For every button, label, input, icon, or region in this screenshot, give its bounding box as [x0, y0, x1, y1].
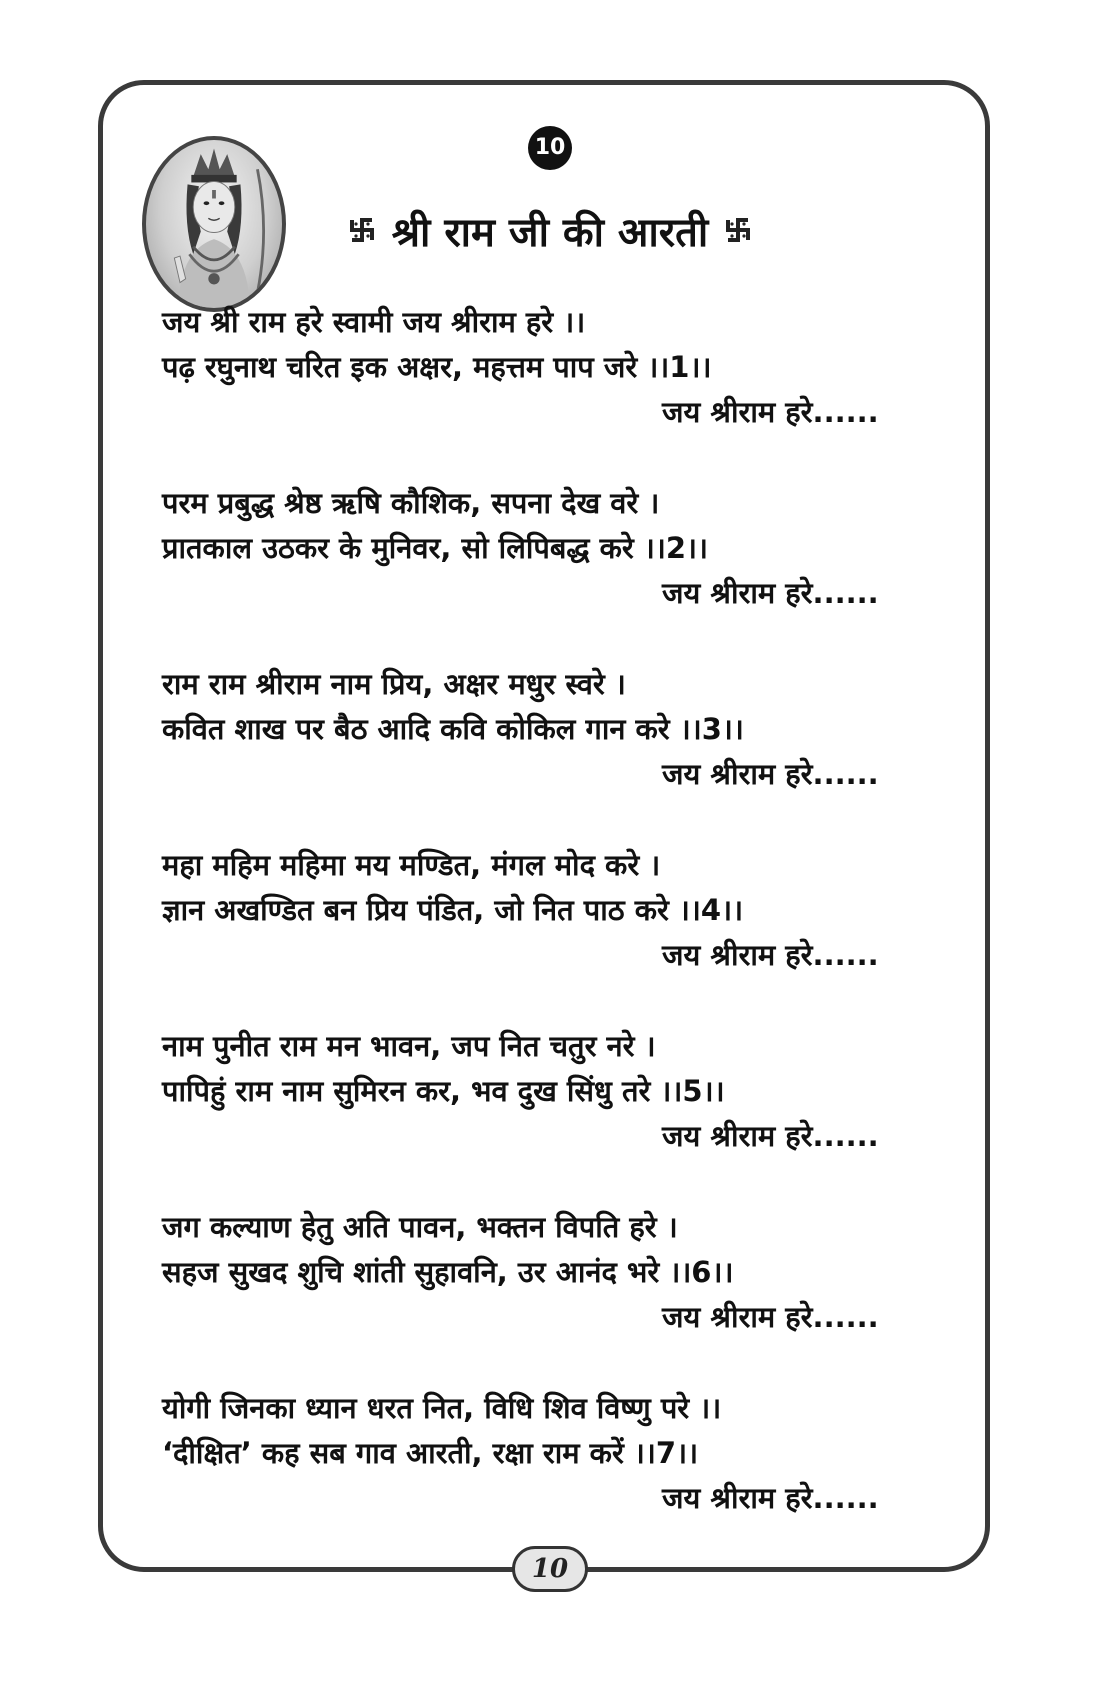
swastika-icon: [722, 214, 754, 246]
stanza-1: [162, 300, 922, 435]
verse-line: पापिहुं राम नाम सुमिरन कर, भव दुख सिंधु तरे ।।5।।: [162, 1074, 725, 1108]
verse-line: योगी जिनका ध्यान धरत नित, विधि शिव विष्णु परे ।।: [162, 1391, 722, 1425]
refrain-line: जय श्रीराम हरे......: [662, 395, 879, 429]
verse-line: राम राम श्रीराम नाम प्रिय, अक्षर मधुर स्वरे ।: [162, 667, 626, 701]
stanza-5: [162, 1024, 922, 1159]
refrain-line: जय श्रीराम हरे......: [662, 1119, 879, 1153]
stanza-6: [162, 1205, 922, 1340]
verse-line: महा महिम महिमा मय मण्डित, मंगल मोद करे ।: [162, 848, 661, 882]
chapter-number-badge: 10: [528, 126, 572, 170]
verse-line: ‘दीक्षित’ कह सब गाव आरती, रक्षा राम करें ।।7।।: [162, 1436, 699, 1470]
title-row: [310, 200, 790, 260]
aarti-content: [162, 300, 922, 1521]
stanza-7: [162, 1386, 922, 1521]
stanza-2: [162, 481, 922, 616]
verse-line: कवित शाख पर बैठ आदि कवि कोकिल गान करे ।।3।।: [162, 712, 744, 746]
refrain-line: जय श्रीराम हरे......: [662, 576, 879, 610]
verse-line: प्रातकाल उठकर के मुनिवर, सो लिपिबद्ध करे ।।2।।: [162, 531, 709, 565]
verse-line: नाम पुनीत राम मन भावन, जप नित चतुर नरे ।: [162, 1029, 656, 1063]
refrain-line: जय श्रीराम हरे......: [662, 1481, 879, 1515]
deity-portrait-image: [142, 136, 286, 312]
stanza-4: [162, 843, 922, 978]
verse-line: परम प्रबुद्ध श्रेष्ठ ऋषि कौशिक, सपना देख वरे ।: [162, 486, 660, 520]
swastika-icon: [346, 214, 378, 246]
stanza-3: [162, 662, 922, 797]
verse-line: सहज सुखद शुचि शांती सुहावनि, उर आनंद भरे ।।6।।: [162, 1255, 734, 1289]
verse-line: जय श्री राम हरे स्वामी जय श्रीराम हरे ।।: [162, 305, 586, 339]
verse-line: ज्ञान अखण्डित बन प्रिय पंडित, जो नित पाठ करे ।।4।।: [162, 893, 744, 927]
refrain-line: जय श्रीराम हरे......: [662, 1300, 879, 1334]
refrain-line: जय श्रीराम हरे......: [662, 757, 879, 791]
verse-line: पढ़ रघुनाथ चरित इक अक्षर, महत्तम पाप जरे ।।1।।: [162, 350, 712, 384]
refrain-line: जय श्रीराम हरे......: [662, 938, 879, 972]
verse-line: जग कल्याण हेतु अति पावन, भक्तन विपति हरे ।: [162, 1210, 678, 1244]
page-title: श्री राम जी की आरती: [391, 209, 709, 256]
page-number: 10: [512, 1546, 588, 1592]
